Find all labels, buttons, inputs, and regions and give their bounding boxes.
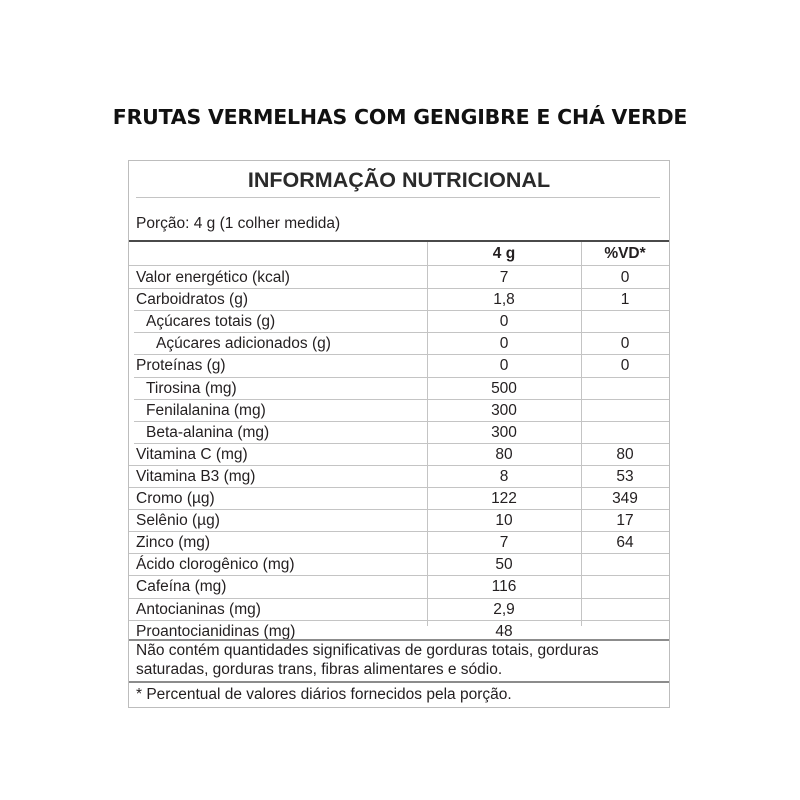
table-row	[129, 267, 669, 289]
product-title: FRUTAS VERMELHAS COM GENGIBRE E CHÁ VERDE	[112, 105, 688, 129]
table-row	[129, 289, 669, 311]
nutrient-daily-value: 349	[612, 490, 638, 507]
nutrient-amount: 300	[491, 401, 517, 419]
header-bottom-rule	[129, 265, 669, 266]
nutrient-daily-value: 0	[620, 357, 630, 375]
table-row	[129, 510, 669, 532]
nutrient-name: Valor energético (kcal)	[136, 269, 290, 286]
table-row	[129, 378, 669, 400]
nutrition-facts-table	[128, 160, 670, 708]
nutrient-daily-value: 0	[620, 335, 630, 353]
table-row	[129, 400, 669, 422]
nutrient-amount: 7	[499, 269, 509, 286]
nutrient-name: Proantocianidinas (mg)	[136, 622, 296, 640]
table-row	[129, 599, 669, 621]
not-significant-note: Não contém quantidades significativas de gorduras totais, gorduras saturadas, gorduras trans, fibras alimentares e sódio.	[136, 642, 599, 678]
nutrient-name: Beta-alanina (mg)	[146, 423, 270, 441]
header-top-rule	[129, 240, 669, 242]
table-row	[129, 576, 669, 598]
nutrient-name: Carboidratos (g)	[136, 291, 248, 309]
portion-size: Porção: 4 g (1 colher medida)	[136, 215, 341, 232]
nutrient-amount: 8	[499, 467, 509, 485]
nutrient-name: Zinco (mg)	[136, 534, 211, 552]
column-header-amount: 4 g	[492, 245, 516, 262]
table-row	[129, 355, 669, 377]
nutrient-name: Selênio (µg)	[136, 512, 220, 530]
nutrient-daily-value: 80	[616, 445, 634, 463]
nutrient-name: Fenilalanina (mg)	[146, 401, 266, 419]
nutrient-amount: 116	[491, 578, 517, 596]
nutrient-name: Açúcares adicionados (g)	[156, 335, 331, 353]
nutrient-amount: 10	[495, 512, 513, 530]
nutrient-amount: 122	[491, 490, 517, 507]
nutrient-amount: 48	[495, 622, 513, 640]
nutrient-daily-value: 64	[616, 534, 634, 552]
nutrient-name: Proteínas (g)	[136, 357, 226, 375]
nutrient-amount: 1,8	[493, 291, 515, 309]
nutrient-name: Antocianinas (mg)	[136, 600, 261, 618]
table-row	[129, 444, 669, 466]
nutrient-amount: 0	[499, 313, 509, 331]
heading-divider	[136, 197, 660, 198]
nutrient-daily-value: 17	[616, 512, 634, 530]
nutrient-name: Vitamina B3 (mg)	[136, 467, 256, 485]
nutrient-daily-value: 53	[616, 467, 634, 485]
nutrient-amount: 500	[491, 379, 517, 397]
table-row	[129, 333, 669, 355]
nutrient-amount: 300	[491, 423, 517, 441]
table-row	[129, 488, 669, 510]
table-row	[129, 554, 669, 576]
nutrient-name: Cafeína (mg)	[136, 578, 227, 596]
table-heading: INFORMAÇÃO NUTRICIONAL	[247, 168, 551, 192]
nutrient-amount: 80	[495, 445, 513, 463]
dv-footnote: * Percentual de valores diários fornecidos pela porção.	[136, 686, 512, 703]
note-top-rule	[129, 639, 669, 641]
column-header-dv: %VD*	[604, 245, 646, 262]
nutrient-amount: 0	[499, 357, 509, 375]
table-row	[129, 311, 669, 333]
nutrient-amount: 7	[499, 534, 509, 552]
table-row	[129, 532, 669, 554]
table-row	[129, 466, 669, 488]
nutrient-amount: 0	[499, 335, 509, 353]
nutrient-name: Tirosina (mg)	[146, 379, 237, 397]
nutrient-daily-value: 0	[620, 269, 630, 286]
footnote-top-rule	[129, 681, 669, 683]
nutrient-name: Ácido clorogênico (mg)	[136, 556, 295, 574]
nutrient-daily-value: 1	[620, 291, 630, 309]
nutrient-amount: 2,9	[493, 600, 515, 618]
nutrient-amount: 50	[495, 556, 513, 574]
nutrient-name: Cromo (µg)	[136, 490, 215, 507]
nutrient-name: Vitamina C (mg)	[136, 445, 248, 463]
table-row	[129, 422, 669, 444]
nutrient-name: Açúcares totais (g)	[146, 313, 276, 331]
